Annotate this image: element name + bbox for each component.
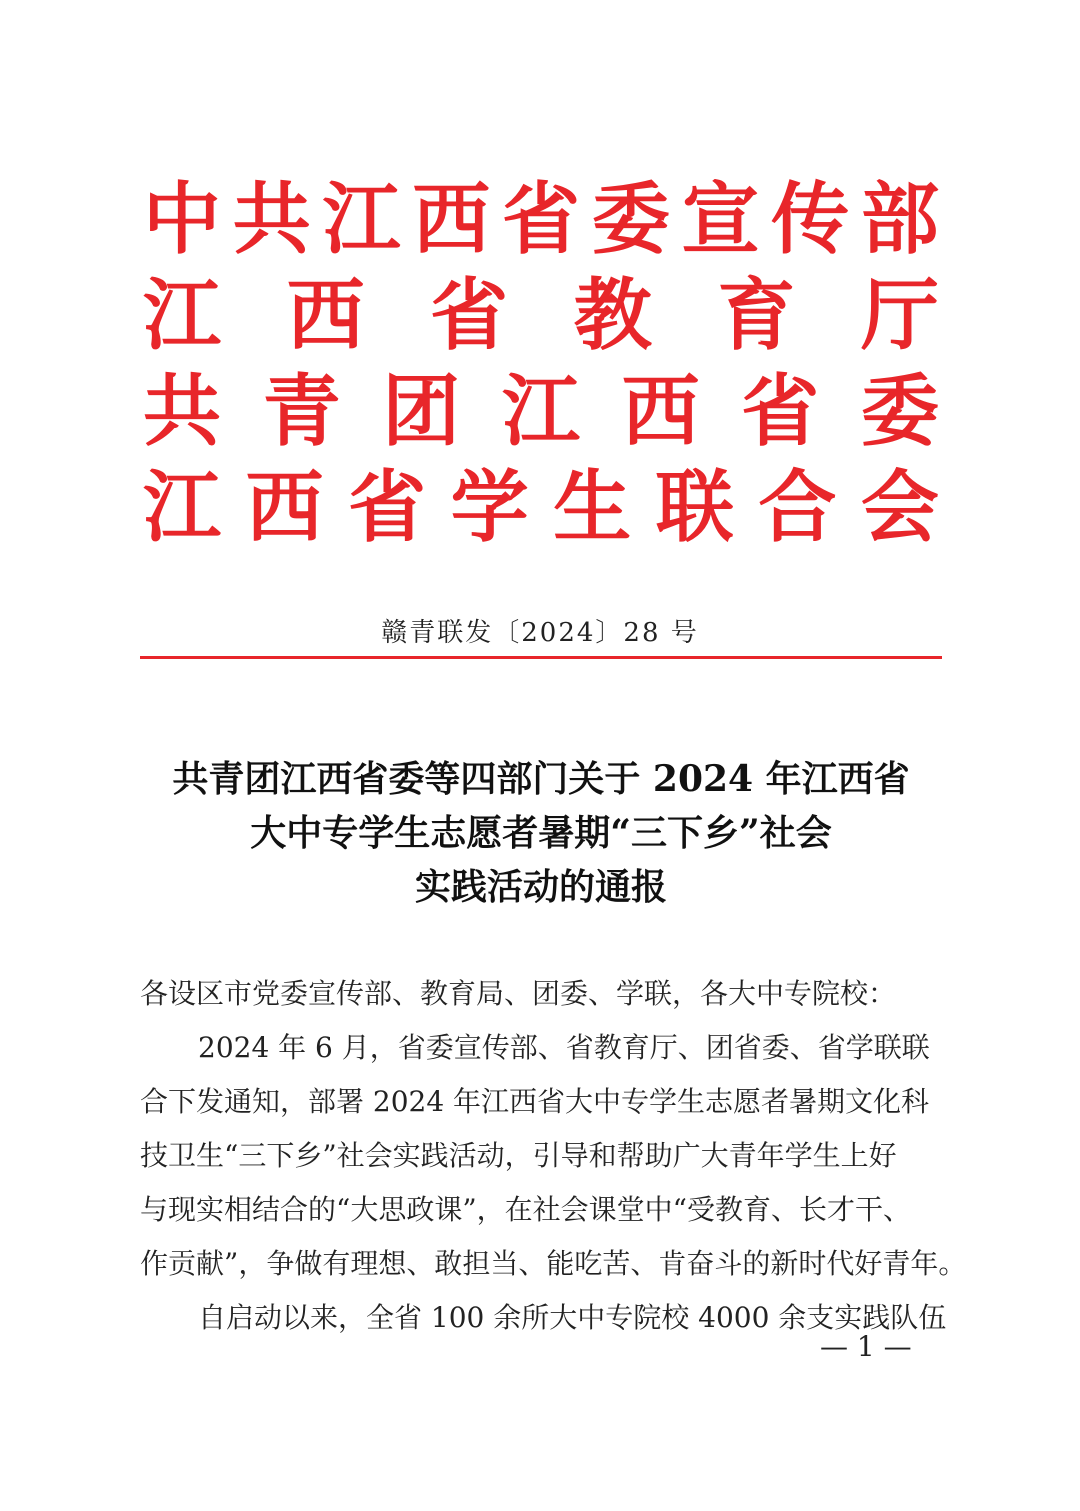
page-number: — 1 —	[820, 1330, 912, 1363]
masthead-char: 省	[501, 174, 580, 265]
paragraph-line: 合下发通知，部署 2024 年江西省大中专学生志愿者暑期文化科	[140, 1085, 930, 1118]
paragraph-line: 自启动以来，全省 100 余所大中专院校 4000 余支实践队伍	[198, 1301, 947, 1334]
masthead-char: 学	[450, 462, 529, 553]
masthead-char: 西	[621, 366, 700, 457]
masthead-char: 会	[860, 462, 939, 553]
masthead-char: 省	[348, 462, 427, 553]
masthead-char: 教	[573, 270, 652, 361]
notice-title	[140, 752, 942, 914]
masthead-char: 部	[860, 174, 939, 265]
masthead-char: 育	[717, 270, 796, 361]
masthead-char: 江	[501, 366, 580, 457]
masthead-char: 西	[245, 462, 324, 553]
masthead-char: 西	[412, 174, 491, 265]
masthead-char: 共	[142, 366, 221, 457]
title-line: 大中专学生志愿者暑期“三下乡”社会	[250, 812, 832, 854]
masthead-line-education-dept	[140, 268, 942, 364]
paragraph-line: 作贡献”，争做有理想、敢担当、能吃苦、肯奋斗的新时代好青年。	[140, 1247, 967, 1280]
masthead-char: 共	[232, 174, 311, 265]
masthead-char: 中	[142, 174, 221, 265]
masthead-char: 江	[142, 270, 221, 361]
red-separator-line	[140, 656, 942, 659]
notice-body	[140, 967, 967, 1345]
masthead-char: 联	[655, 462, 734, 553]
masthead-line-youth-league	[140, 364, 942, 460]
masthead-char: 委	[591, 174, 670, 265]
title-line: 实践活动的通报	[414, 866, 667, 908]
masthead-char: 江	[322, 174, 401, 265]
masthead-char: 青	[262, 366, 341, 457]
title-line: 共青团江西省委等四部门关于 2024 年江西省	[172, 758, 910, 800]
paragraph-line: 与现实相结合的“大思政课”，在社会课堂中“受教育、长才干、	[140, 1193, 911, 1226]
masthead-char: 生	[553, 462, 632, 553]
masthead-char: 西	[286, 270, 365, 361]
salutation: 各设区市党委宣传部、教育局、团委、学联，各大中专院校：	[140, 977, 897, 1010]
masthead-char: 厅	[860, 270, 939, 361]
masthead-char: 传	[771, 174, 850, 265]
masthead-char: 省	[430, 270, 509, 361]
masthead-char: 团	[382, 366, 461, 457]
masthead-char: 委	[860, 366, 939, 457]
masthead-char: 合	[758, 462, 837, 553]
masthead-char: 江	[142, 462, 221, 553]
paragraph-line: 技卫生“三下乡”社会实践活动，引导和帮助广大青年学生上好	[140, 1139, 897, 1172]
issuing-authorities-masthead	[140, 172, 942, 556]
masthead-line-student-federation	[140, 460, 942, 556]
masthead-char: 宣	[681, 174, 760, 265]
masthead-line-propaganda-dept	[140, 172, 942, 268]
masthead-char: 省	[741, 366, 820, 457]
paragraph-line: 2024 年 6 月，省委宣传部、省教育厅、团省委、省学联联	[198, 1031, 930, 1064]
document-number: 赣青联发〔2024〕28 号	[381, 618, 699, 648]
